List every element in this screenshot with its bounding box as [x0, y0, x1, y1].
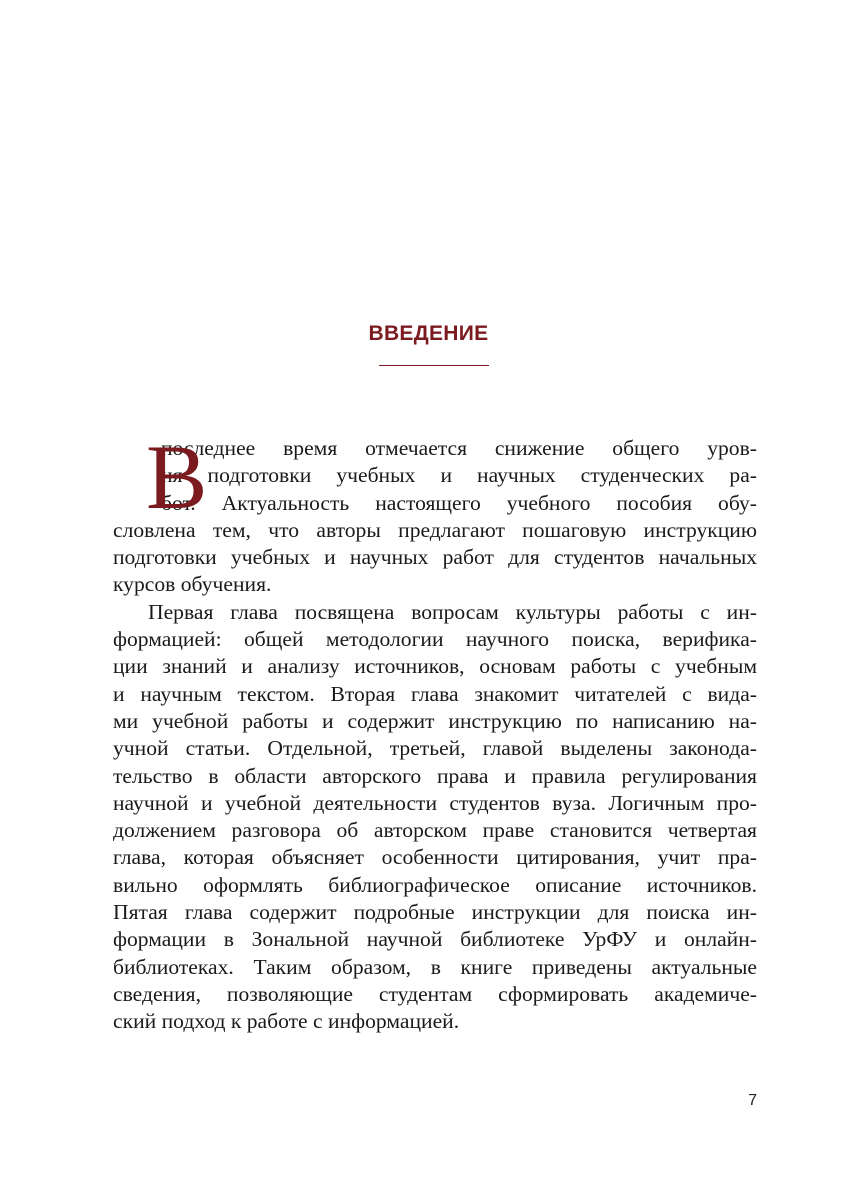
page-number: 7	[748, 1092, 757, 1109]
text-line: вильно оформлять библиографическое описание источников.	[113, 872, 757, 897]
text-line: учной статьи. Отдельной, третьей, главой выделены законода-	[113, 736, 757, 761]
text-line: подготовки учебных и научных работ для студентов начальных	[113, 545, 757, 570]
text-line: должением разговора об авторском праве становится четвертая	[113, 818, 757, 843]
text-line: глава, которая объясняет особенности цитирования, учит пра-	[113, 845, 757, 870]
text-line: ми учебной работы и содержит инструкцию по написанию на-	[113, 708, 757, 733]
text-line: курсов обучения.	[113, 572, 272, 597]
text-line: ции знаний и анализу источников, основам работы с учебным	[113, 654, 757, 679]
text-line: сведения, позволяющие студентам сформировать академиче-	[113, 981, 757, 1006]
paragraph-2	[113, 599, 757, 1036]
text-line: Первая глава посвящена вопросам культуры работы с ин-	[148, 599, 757, 624]
paragraph-1	[113, 426, 757, 599]
drop-cap-letter: В	[146, 426, 208, 528]
text-line: формацией: общей методологии научного поиска, верифика-	[113, 627, 757, 652]
text-line: ня подготовки учебных и научных студенческих ра-	[161, 463, 757, 488]
text-line: Пятая глава содержит подробные инструкции для поиска ин-	[113, 900, 757, 925]
text-line: библиотеках. Таким образом, в книге приведены актуальные	[113, 954, 757, 979]
text-line: ский подход к работе с информацией.	[113, 1009, 460, 1034]
text-line: научной и учебной деятельности студентов вуза. Логичным про-	[113, 790, 757, 815]
text-line: последнее время отмечается снижение общего уров-	[161, 436, 757, 460]
chapter-heading: ВВЕДЕНИЕ	[368, 322, 489, 345]
heading-underline	[379, 365, 489, 366]
text-line: тельство в области авторского права и правила регулирования	[113, 763, 757, 788]
intro-text	[113, 426, 757, 1036]
text-line: формации в Зональной научной библиотеке УрФУ и онлайн-	[113, 927, 757, 952]
text-line: и научным текстом. Вторая глава знакомит читателей с вида-	[113, 681, 757, 706]
text-line: словлена тем, что авторы предлагают пошаговую инструкцию	[113, 517, 757, 542]
text-line: бот. Актуальность настоящего учебного пособия обу-	[161, 490, 757, 515]
